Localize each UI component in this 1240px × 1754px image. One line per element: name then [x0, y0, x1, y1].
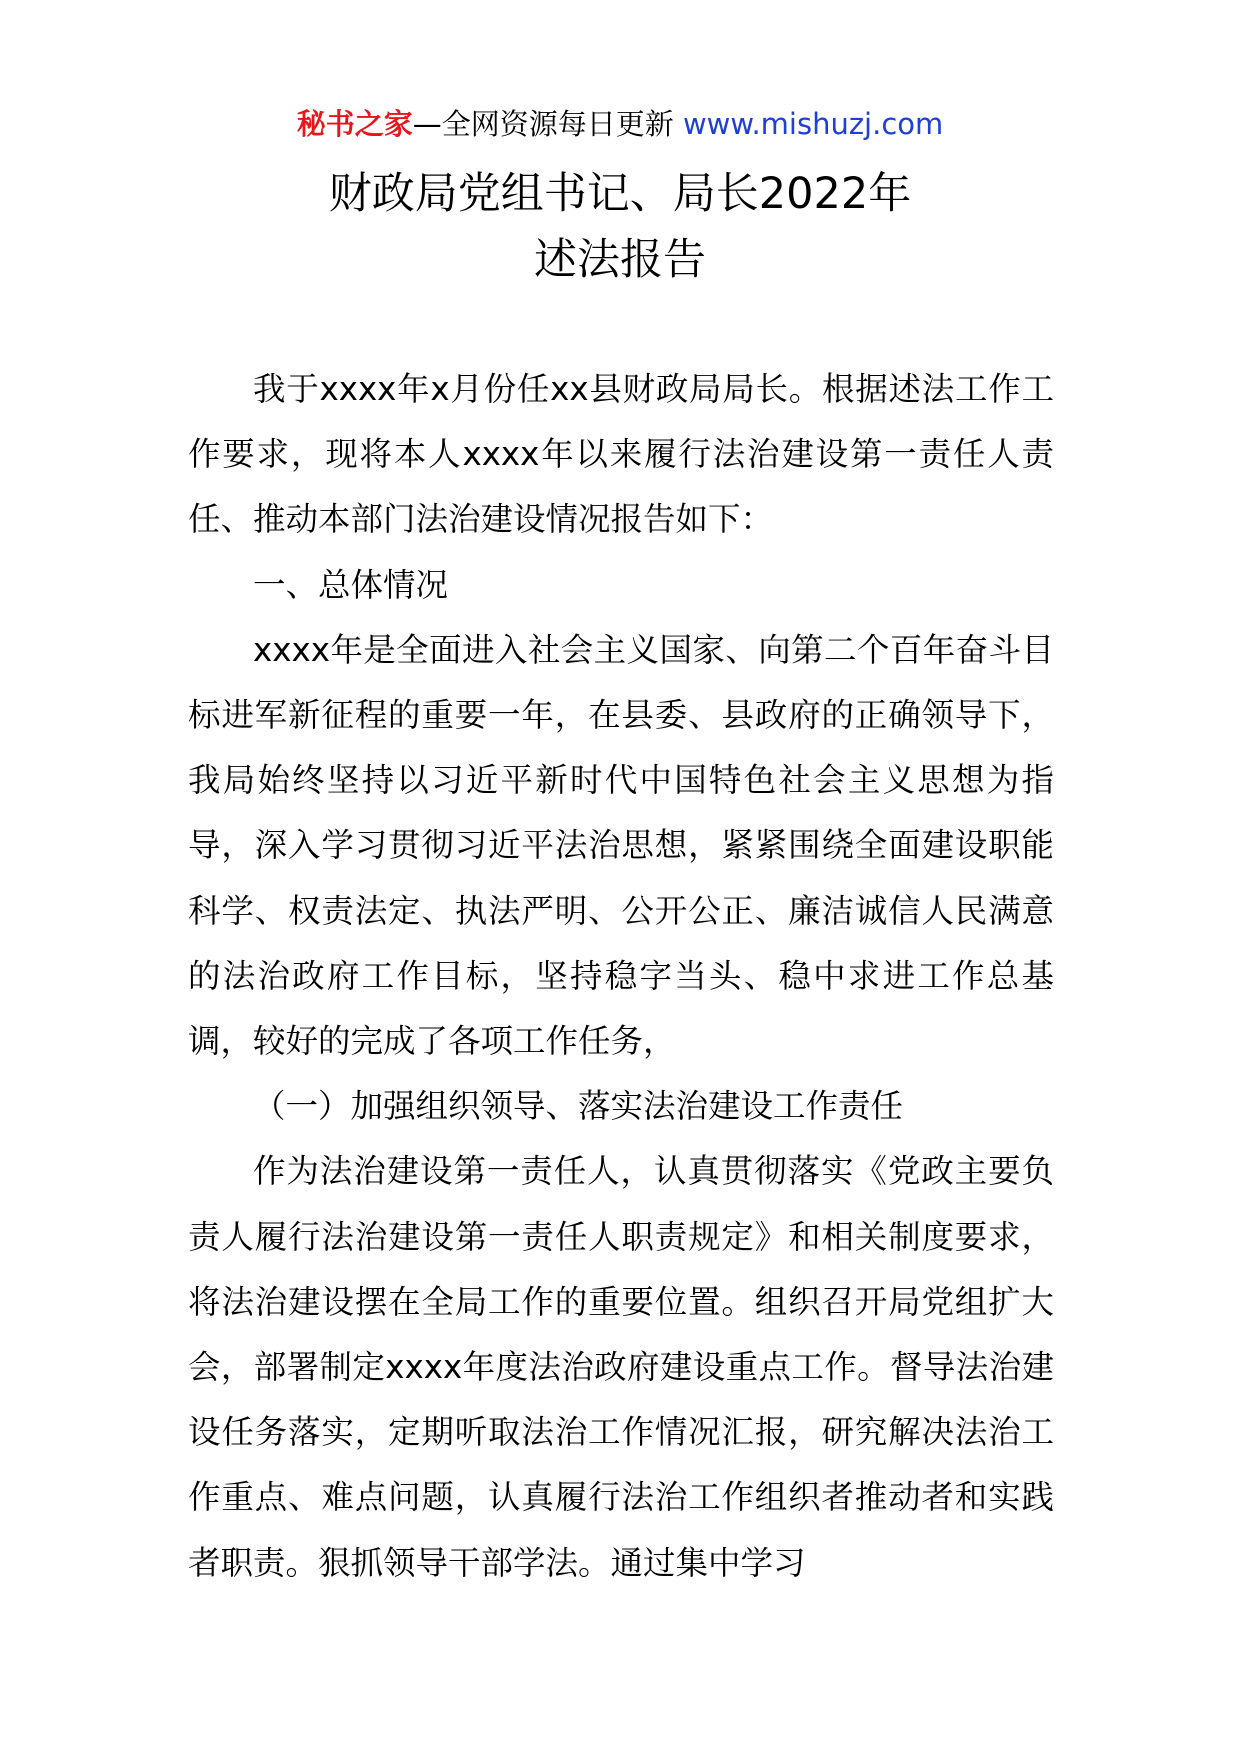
paragraph-overview: xxxx年是全面进入社会主义国家、向第二个百年奋斗目标进军新征程的重要一年，在县委、县政府的正确领导下，我局始终坚持以习近平新时代中国特色社会主义思想为指导，深入学习贯彻习近平法治思想，紧紧围绕全面建设职能科学、权责法定、执法严明、公开公正、廉洁诚信人民满意的法治政府工作目标，坚持稳字当头、稳中求进工作总基调，较好的完成了各项工作任务， — [188, 630, 1054, 1061]
document-subtitle: 述法报告 — [534, 235, 706, 285]
paragraph-intro: 我于xxxx年x月份任xx县财政局局长。根据述法工作工作要求，现将本人xxxx年以来履行法治建设第一责任人责任、推动本部门法治建设情况报告如下： — [188, 370, 1054, 539]
site-header — [0, 104, 1240, 144]
document-title: 财政局党组书记、局长2022年 — [328, 169, 912, 219]
section-heading-overview: 一、总体情况 — [253, 565, 449, 604]
brand-name: 秘书之家 — [296, 107, 413, 141]
site-url-link[interactable]: www.mishuzj.com — [682, 107, 944, 141]
subsection-heading-leadership: （一）加强组织领导、落实法治建设工作责任 — [253, 1087, 904, 1126]
document-body — [188, 357, 1054, 1596]
paragraph-leadership: 作为法治建设第一责任人，认真贯彻落实《党政主要负责人履行法治建设第一责任人职责规定》和相关制度要求，将法治建设摆在全局工作的重要位置。组织召开局党组扩大会，部署制定xxxx年度法治政府建设重点工作。督导法治建设任务落实，定期听取法治工作情况汇报，研究解决法治工作重点、难点问题，认真履行法治工作组织者推动者和实践者职责。狠抓领导干部学法。通过集中学习 — [188, 1152, 1054, 1582]
header-tagline: —全网资源每日更新 — [412, 107, 683, 141]
